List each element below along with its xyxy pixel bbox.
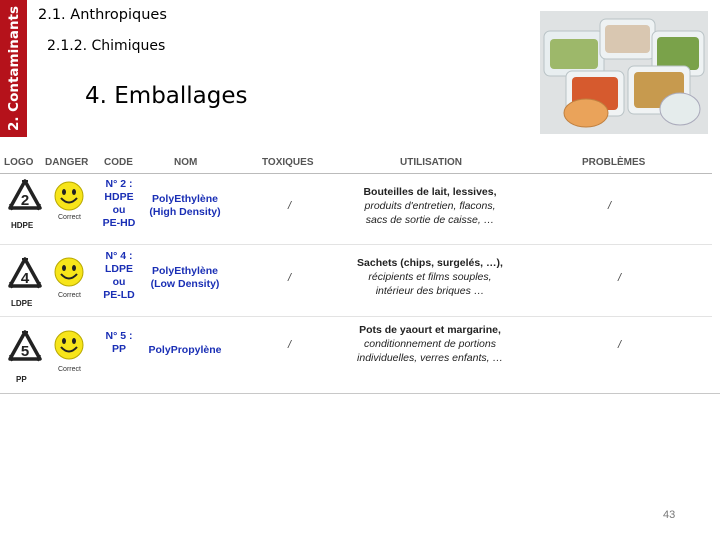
utilisation-bold: Bouteilles de lait, lessives, (363, 186, 497, 198)
recycle-label: HDPE (11, 221, 34, 230)
sidebar-label: 2. Contaminants (5, 5, 22, 132)
table-row (0, 319, 712, 389)
nom-cell: PolyPropylène (148, 344, 222, 356)
recycle-number: 5 (20, 343, 30, 360)
heading-level1: 2.1. Anthropiques (38, 7, 167, 23)
section-sidebar (0, 0, 27, 137)
slide-title: 4. Emballages (85, 83, 248, 109)
toxiques-cell: / (288, 272, 292, 284)
code-cell: N° 2 : HDPE ou PE-HD (102, 178, 136, 229)
smiley-icon (53, 180, 85, 212)
photo-illustration (540, 11, 708, 134)
danger-label: Correct (58, 292, 81, 299)
problemes-cell: / (618, 339, 622, 351)
nom-cell: PolyEthylène (High Density) (149, 193, 221, 218)
toxiques-cell: / (288, 339, 292, 351)
danger-label: Correct (58, 366, 81, 373)
table-header (0, 153, 712, 174)
utilisation-bold: Pots de yaourt et margarine, (359, 324, 501, 336)
nom-cell: PolyEthylène (Low Density) (150, 265, 220, 290)
utilisation-cell (340, 323, 520, 365)
header-toxiques: TOXIQUES (262, 157, 314, 168)
recycle-label: PP (16, 375, 27, 384)
header-nom: NOM (174, 157, 198, 168)
recycle-icon (6, 329, 44, 365)
toxiques-cell: / (288, 200, 292, 212)
recycle-number: 4 (20, 270, 30, 287)
recycle-number: 2 (20, 192, 30, 209)
smiley-icon (53, 329, 85, 361)
header-danger: DANGER (45, 157, 89, 168)
recycle-icon (6, 256, 44, 292)
recycle-label: LDPE (11, 299, 33, 308)
food-packaging-photo (540, 11, 708, 134)
table-row (0, 246, 712, 317)
recycle-icon (6, 178, 44, 214)
problemes-cell: / (618, 272, 622, 284)
utilisation-bold: Sachets (chips, surgelés, …), (357, 257, 503, 269)
utilisation-rest: produits d'entretien, flacons, sacs de sortie de caisse, … (364, 200, 496, 226)
header-logo: LOGO (4, 157, 34, 168)
header-problemes: PROBLÈMES (582, 157, 646, 168)
page-number: 43 (663, 509, 676, 521)
problemes-cell: / (608, 200, 612, 212)
utilisation-cell (340, 256, 520, 298)
utilisation-rest: récipients et films souples, intérieur des briques … (368, 271, 492, 297)
heading-level2: 2.1.2. Chimiques (47, 38, 166, 54)
utilisation-cell (340, 185, 520, 227)
utilisation-rest: conditionnement de portions individuelles, verres enfants, … (357, 338, 503, 364)
code-cell: N° 4 : LDPE ou PE-LD (103, 250, 135, 301)
table-row (0, 174, 712, 245)
danger-label: Correct (58, 214, 81, 221)
packaging-table (0, 153, 720, 394)
header-code: CODE (104, 157, 133, 168)
header-utilisation: UTILISATION (400, 157, 463, 168)
smiley-icon (53, 256, 85, 288)
code-cell: N° 5 : PP (105, 330, 133, 355)
